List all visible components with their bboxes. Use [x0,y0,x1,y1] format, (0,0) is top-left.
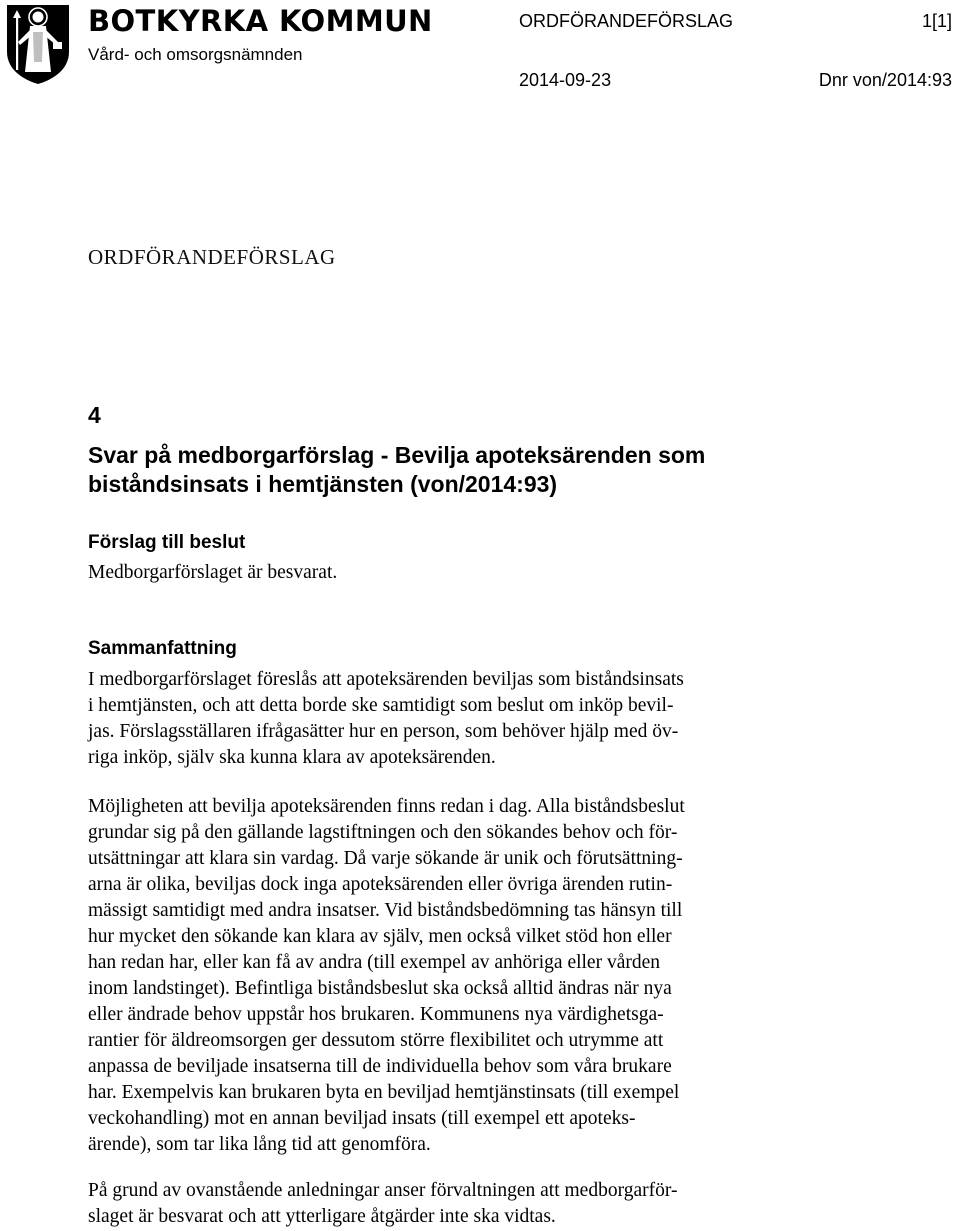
paragraph-line: har. Exempelvis kan brukaren byta en beviljad hemtjänstinsats (till exempel [88,1082,680,1103]
paragraph-line: slaget är besvarat och att ytterligare åtgärder inte ska vidtas. [88,1206,556,1227]
paragraph-line: rantier för äldreomsorgen ger dessutom större flexibilitet och utrymme att [88,1030,664,1051]
paragraph-line: Medborgarförslaget är besvarat. [88,562,338,583]
document-heading: ORDFÖRANDEFÖRSLAG [88,245,336,269]
page-number: 1[1] [921,11,952,31]
paragraph-line: På grund av ovanstående anledningar anser förvaltningen att medborgarför- [88,1180,678,1201]
paragraph-line: mässigt samtidigt med andra insatser. Vid biståndsbedömning tas hänsyn till [88,900,683,921]
proposal-heading: Förslag till beslut [88,532,246,553]
document-date: 2014-09-23 [519,70,612,90]
paragraph-line: inom landstinget). Befintliga biståndsbeslut ska också alltid ändras när nya [88,978,672,999]
paragraph-line: arna är olika, beviljas dock inga apoteksärenden eller övriga ärenden rutin- [88,874,673,895]
paragraph-line: riga inköp, själv ska kunna klara av apoteksärenden. [88,747,496,768]
paragraph-line: utsättningar att klara sin vardag. Då varje sökande är unik och förutsättning- [88,848,683,869]
organization-name: BOTKYRKA KOMMUN [88,4,433,38]
paragraph-line: anpassa de beviljade insatserna till de individuella behov som våra brukare [88,1056,672,1077]
municipal-coat-of-arms-icon [4,2,72,86]
paragraph-line: han redan har, eller kan få av andra (till exempel av anhöriga eller vården [88,952,661,973]
paragraph-line: i hemtjänsten, och att detta borde ske samtidigt som beslut om inköp bevil- [88,695,674,716]
organization-unit: Vård- och omsorgsnämnden [88,45,303,64]
paragraph-line: ärende), som tar lika lång tid att genomföra. [88,1134,431,1155]
paragraph-line: eller ändrade behov uppstår hos brukaren. Kommunens nya värdighetsga- [88,1004,664,1025]
summary-paragraph-2 [88,794,813,1158]
paragraph-line: grundar sig på den gällande lagstiftningen och den sökandes behov och för- [88,822,678,843]
summary-paragraph-3 [88,1178,813,1230]
paragraph-line: veckohandling) mot en annan beviljad insats (till exempel ett apoteks- [88,1108,636,1129]
document-type: ORDFÖRANDEFÖRSLAG [519,11,734,31]
paragraph-line: hur mycket den sökande kan klara av själv, men också vilket stöd hon eller [88,926,672,947]
registration-number: Dnr von/2014:93 [818,70,952,90]
proposal-text [88,560,813,586]
paragraph-line: jas. Förslagsställaren ifrågasätter hur en person, som behöver hjälp med öv- [88,721,679,742]
summary-heading: Sammanfattning [88,638,237,659]
item-number: 4 [88,402,101,428]
item-title-line: biståndsinsats i hemtjänsten (von/2014:93) [88,471,558,497]
item-title [88,441,848,499]
summary-paragraph-1 [88,667,813,771]
paragraph-line: Möjligheten att bevilja apoteksärenden finns redan i dag. Alla biståndsbeslut [88,796,685,817]
item-title-line: Svar på medborgarförslag - Bevilja apoteksärenden som [88,442,706,468]
paragraph-line: I medborgarförslaget föreslås att apoteksärenden beviljas som biståndsinsats [88,669,684,690]
